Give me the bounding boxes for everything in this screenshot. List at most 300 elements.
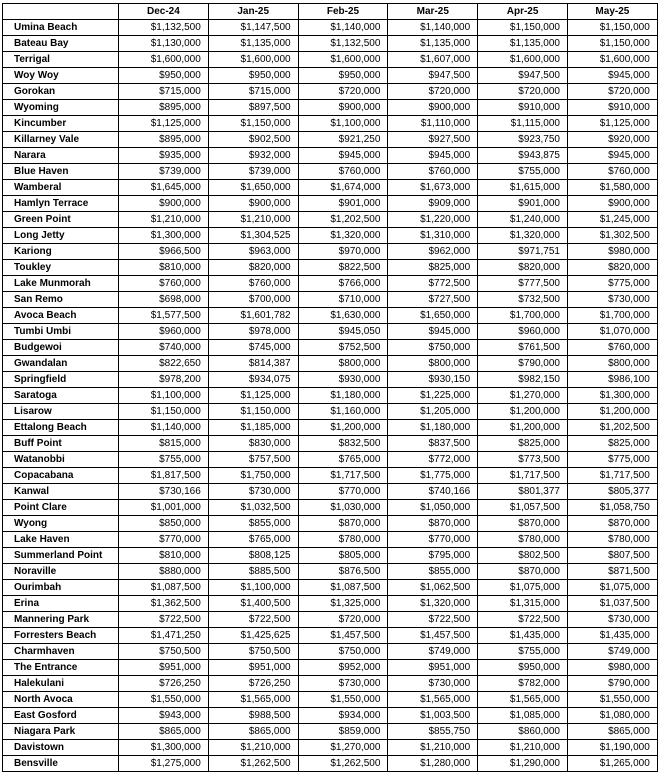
price-cell: $757,500	[208, 452, 298, 468]
price-cell: $1,185,000	[208, 420, 298, 436]
price-cell: $1,085,000	[478, 708, 568, 724]
price-cell: $1,565,000	[478, 692, 568, 708]
price-cell: $1,003,500	[388, 708, 478, 724]
suburb-name-cell: Killarney Vale	[3, 132, 119, 148]
price-cell: $923,750	[478, 132, 568, 148]
table-row	[3, 628, 658, 644]
table-row	[3, 228, 658, 244]
price-cell: $1,302,500	[567, 228, 657, 244]
price-cell: $870,000	[567, 516, 657, 532]
price-cell: $730,166	[119, 484, 209, 500]
price-cell: $1,140,000	[298, 20, 388, 36]
price-cell: $1,160,000	[298, 404, 388, 420]
table-row	[3, 180, 658, 196]
suburb-name-cell: Avoca Beach	[3, 308, 119, 324]
price-cell: $855,000	[388, 564, 478, 580]
price-cell: $960,000	[119, 324, 209, 340]
price-cell: $865,000	[567, 724, 657, 740]
price-cell: $1,210,000	[208, 740, 298, 756]
price-cell: $951,000	[388, 660, 478, 676]
table-row	[3, 660, 658, 676]
suburb-name-cell: Halekulani	[3, 676, 119, 692]
price-cell: $978,200	[119, 372, 209, 388]
table-row	[3, 484, 658, 500]
price-cell: $773,500	[478, 452, 568, 468]
price-cell: $1,080,000	[567, 708, 657, 724]
table-row	[3, 20, 658, 36]
suburb-name-cell: Umina Beach	[3, 20, 119, 36]
table-row	[3, 100, 658, 116]
price-cell: $1,700,000	[478, 308, 568, 324]
price-cell: $1,135,000	[388, 36, 478, 52]
price-cell: $750,000	[388, 340, 478, 356]
price-cell: $710,000	[298, 292, 388, 308]
suburb-name-cell: Point Clare	[3, 500, 119, 516]
header-cell-suburb	[3, 4, 119, 20]
table-row	[3, 564, 658, 580]
price-cell: $865,000	[119, 724, 209, 740]
price-cell: $966,500	[119, 244, 209, 260]
price-cell: $1,600,000	[478, 52, 568, 68]
price-cell: $1,607,000	[388, 52, 478, 68]
header-cell-apr-25: Apr-25	[478, 4, 568, 20]
suburb-name-cell: Tumbi Umbi	[3, 324, 119, 340]
price-cell: $870,000	[388, 516, 478, 532]
price-cell: $945,000	[388, 148, 478, 164]
price-cell: $777,500	[478, 276, 568, 292]
price-cell: $814,387	[208, 356, 298, 372]
price-cell: $800,000	[567, 356, 657, 372]
price-cell: $900,000	[119, 196, 209, 212]
suburb-name-cell: Gorokan	[3, 84, 119, 100]
price-cell: $726,250	[208, 676, 298, 692]
price-cell: $930,150	[388, 372, 478, 388]
price-cell: $1,717,500	[567, 468, 657, 484]
price-cell: $1,600,000	[567, 52, 657, 68]
price-cell: $1,050,000	[388, 500, 478, 516]
table-row	[3, 276, 658, 292]
price-cell: $749,000	[567, 644, 657, 660]
price-cell: $825,000	[478, 436, 568, 452]
price-cell: $1,132,500	[119, 20, 209, 36]
price-cell: $947,500	[478, 68, 568, 84]
price-cell: $775,000	[567, 452, 657, 468]
price-cell: $921,250	[298, 132, 388, 148]
suburb-name-cell: Charmhaven	[3, 644, 119, 660]
price-cell: $945,000	[298, 148, 388, 164]
price-cell: $822,650	[119, 356, 209, 372]
price-cell: $1,032,500	[208, 500, 298, 516]
price-cell: $825,000	[388, 260, 478, 276]
price-cell: $986,100	[567, 372, 657, 388]
price-cell: $1,265,000	[567, 756, 657, 772]
price-cell: $952,000	[298, 660, 388, 676]
price-cell: $1,600,000	[208, 52, 298, 68]
price-cell: $739,000	[119, 164, 209, 180]
price-cell: $920,000	[567, 132, 657, 148]
price-cell: $1,100,000	[298, 116, 388, 132]
price-cell: $930,000	[298, 372, 388, 388]
suburb-name-cell: Kariong	[3, 244, 119, 260]
header-cell-feb-25: Feb-25	[298, 4, 388, 20]
price-cell: $761,500	[478, 340, 568, 356]
price-cell: $950,000	[298, 68, 388, 84]
table-row	[3, 740, 658, 756]
price-cell: $720,000	[298, 84, 388, 100]
suburb-name-cell: Lake Haven	[3, 532, 119, 548]
suburb-name-cell: Copacabana	[3, 468, 119, 484]
table-row	[3, 468, 658, 484]
price-cell: $1,150,000	[567, 20, 657, 36]
price-cell: $927,500	[388, 132, 478, 148]
price-cell: $1,125,000	[567, 116, 657, 132]
header-cell-mar-25: Mar-25	[388, 4, 478, 20]
price-cell: $1,700,000	[567, 308, 657, 324]
price-cell: $790,000	[478, 356, 568, 372]
price-cell: $745,000	[208, 340, 298, 356]
table-row	[3, 436, 658, 452]
price-cell: $800,000	[298, 356, 388, 372]
table-row	[3, 724, 658, 740]
price-cell: $810,000	[119, 260, 209, 276]
price-cell: $900,000	[298, 100, 388, 116]
price-cell: $1,125,000	[119, 116, 209, 132]
price-cell: $825,000	[567, 436, 657, 452]
price-cell: $880,000	[119, 564, 209, 580]
table-row	[3, 340, 658, 356]
price-cell: $1,190,000	[567, 740, 657, 756]
price-cell: $945,000	[388, 324, 478, 340]
price-cell: $780,000	[298, 532, 388, 548]
price-cell: $1,362,500	[119, 596, 209, 612]
price-cell: $805,377	[567, 484, 657, 500]
price-cell: $945,000	[567, 68, 657, 84]
price-cell: $1,150,000	[208, 116, 298, 132]
price-cell: $720,000	[478, 84, 568, 100]
price-cell: $1,125,000	[208, 388, 298, 404]
price-cell: $988,500	[208, 708, 298, 724]
price-cell: $943,875	[478, 148, 568, 164]
price-cell: $722,500	[478, 612, 568, 628]
table-row	[3, 132, 658, 148]
price-cell: $1,062,500	[388, 580, 478, 596]
price-cell: $782,000	[478, 676, 568, 692]
price-cell: $980,000	[567, 660, 657, 676]
table-row	[3, 452, 658, 468]
suburb-name-cell: Lake Munmorah	[3, 276, 119, 292]
price-cell: $1,075,000	[567, 580, 657, 596]
price-cell: $855,000	[208, 516, 298, 532]
price-cell: $830,000	[208, 436, 298, 452]
price-cell: $1,550,000	[119, 692, 209, 708]
price-cell: $1,550,000	[298, 692, 388, 708]
header-cell-jan-25: Jan-25	[208, 4, 298, 20]
price-cell: $1,057,500	[478, 500, 568, 516]
suburb-name-cell: Ettalong Beach	[3, 420, 119, 436]
price-cell: $1,262,500	[298, 756, 388, 772]
table-row	[3, 68, 658, 84]
suburb-name-cell: Narara	[3, 148, 119, 164]
price-cell: $1,645,000	[119, 180, 209, 196]
header-cell-may-25: May-25	[567, 4, 657, 20]
price-cell: $900,000	[208, 196, 298, 212]
price-cell: $963,000	[208, 244, 298, 260]
price-cell: $934,075	[208, 372, 298, 388]
price-cell: $720,000	[298, 612, 388, 628]
price-cell: $945,050	[298, 324, 388, 340]
price-cell: $895,000	[119, 100, 209, 116]
price-cell: $730,000	[388, 676, 478, 692]
price-cell: $832,500	[298, 436, 388, 452]
suburb-name-cell: Watanobbi	[3, 452, 119, 468]
price-cell: $750,500	[208, 644, 298, 660]
price-cell: $1,775,000	[388, 468, 478, 484]
price-cell: $760,000	[388, 164, 478, 180]
price-cell: $1,270,000	[478, 388, 568, 404]
price-cell: $795,000	[388, 548, 478, 564]
price-cell: $1,075,000	[478, 580, 568, 596]
price-cell: $720,000	[567, 84, 657, 100]
suburb-name-cell: Green Point	[3, 212, 119, 228]
price-cell: $801,377	[478, 484, 568, 500]
price-cell: $1,601,782	[208, 308, 298, 324]
suburb-name-cell: Wyong	[3, 516, 119, 532]
price-cell: $1,550,000	[567, 692, 657, 708]
price-cell: $901,000	[478, 196, 568, 212]
price-cell: $1,150,000	[119, 404, 209, 420]
suburb-name-cell: Summerland Point	[3, 548, 119, 564]
price-cell: $730,000	[567, 292, 657, 308]
price-cell: $1,180,000	[298, 388, 388, 404]
table-row	[3, 692, 658, 708]
price-cell: $1,130,000	[119, 36, 209, 52]
table-row	[3, 148, 658, 164]
price-cell: $978,000	[208, 324, 298, 340]
price-cell: $1,087,500	[119, 580, 209, 596]
price-cell: $1,315,000	[478, 596, 568, 612]
price-cell: $772,500	[388, 276, 478, 292]
price-cell: $820,000	[208, 260, 298, 276]
suburb-name-cell: North Avoca	[3, 692, 119, 708]
price-cell: $805,000	[298, 548, 388, 564]
price-cell: $1,132,500	[298, 36, 388, 52]
suburb-name-cell: Springfield	[3, 372, 119, 388]
table-row	[3, 196, 658, 212]
suburb-name-cell: Forresters Beach	[3, 628, 119, 644]
price-cell: $810,000	[119, 548, 209, 564]
price-cell: $1,140,000	[119, 420, 209, 436]
price-cell: $1,320,000	[388, 596, 478, 612]
price-cell: $1,270,000	[298, 740, 388, 756]
price-cell: $1,001,000	[119, 500, 209, 516]
suburb-name-cell: Terrigal	[3, 52, 119, 68]
table-row	[3, 260, 658, 276]
price-cell: $909,000	[388, 196, 478, 212]
price-cell: $1,325,000	[298, 596, 388, 612]
price-cell: $900,000	[388, 100, 478, 116]
table-row	[3, 292, 658, 308]
price-cell: $1,030,000	[298, 500, 388, 516]
price-cell: $885,500	[208, 564, 298, 580]
price-cell: $951,000	[208, 660, 298, 676]
price-cell: $1,150,000	[208, 404, 298, 420]
price-cell: $902,500	[208, 132, 298, 148]
price-cell: $760,000	[119, 276, 209, 292]
table-row	[3, 164, 658, 180]
price-cell: $982,150	[478, 372, 568, 388]
price-cell: $1,110,000	[388, 116, 478, 132]
table-row	[3, 388, 658, 404]
price-cell: $1,210,000	[119, 212, 209, 228]
price-cell: $951,000	[119, 660, 209, 676]
table-row	[3, 244, 658, 260]
price-cell: $1,300,000	[119, 228, 209, 244]
price-cell: $820,000	[567, 260, 657, 276]
table-row	[3, 116, 658, 132]
price-cell: $1,674,000	[298, 180, 388, 196]
price-cell: $750,500	[119, 644, 209, 660]
price-cell: $1,240,000	[478, 212, 568, 228]
price-cell: $780,000	[478, 532, 568, 548]
table-row	[3, 516, 658, 532]
price-cell: $1,300,000	[119, 740, 209, 756]
price-cell: $1,200,000	[567, 404, 657, 420]
price-cell: $950,000	[119, 68, 209, 84]
suburb-name-cell: Kanwal	[3, 484, 119, 500]
price-cell: $1,070,000	[567, 324, 657, 340]
price-cell: $980,000	[567, 244, 657, 260]
price-cell: $1,577,500	[119, 308, 209, 324]
price-cell: $715,000	[119, 84, 209, 100]
price-cell: $726,250	[119, 676, 209, 692]
price-cell: $1,300,000	[567, 388, 657, 404]
price-cell: $1,225,000	[388, 388, 478, 404]
price-cell: $730,000	[298, 676, 388, 692]
table-row	[3, 644, 658, 660]
price-cell: $1,320,000	[298, 228, 388, 244]
price-cell: $871,500	[567, 564, 657, 580]
price-cell: $790,000	[567, 676, 657, 692]
price-cell: $850,000	[119, 516, 209, 532]
price-cell: $1,400,500	[208, 596, 298, 612]
price-cell: $1,717,500	[478, 468, 568, 484]
table-row	[3, 52, 658, 68]
price-cell: $1,210,000	[208, 212, 298, 228]
price-cell: $740,000	[119, 340, 209, 356]
price-cell: $760,000	[298, 164, 388, 180]
price-cell: $1,135,000	[208, 36, 298, 52]
table-row	[3, 212, 658, 228]
price-cell: $950,000	[208, 68, 298, 84]
price-cell: $1,037,500	[567, 596, 657, 612]
table-row	[3, 356, 658, 372]
suburb-name-cell: Long Jetty	[3, 228, 119, 244]
table-row	[3, 36, 658, 52]
price-cell: $780,000	[567, 532, 657, 548]
price-cell: $715,000	[208, 84, 298, 100]
table-row	[3, 580, 658, 596]
price-cell: $1,471,250	[119, 628, 209, 644]
table-row	[3, 420, 658, 436]
suburb-name-cell: Erina	[3, 596, 119, 612]
price-cell: $1,650,000	[388, 308, 478, 324]
suburb-name-cell: Lisarow	[3, 404, 119, 420]
table-row	[3, 500, 658, 516]
price-cell: $1,310,000	[388, 228, 478, 244]
price-cell: $732,500	[478, 292, 568, 308]
table-body	[3, 20, 658, 772]
price-cell: $749,000	[388, 644, 478, 660]
price-cell: $945,000	[567, 148, 657, 164]
price-cell: $876,500	[298, 564, 388, 580]
table-row	[3, 548, 658, 564]
suburb-name-cell: Saratoga	[3, 388, 119, 404]
suburb-name-cell: San Remo	[3, 292, 119, 308]
price-cell: $947,500	[388, 68, 478, 84]
suburb-name-cell: The Entrance	[3, 660, 119, 676]
price-cell: $1,150,000	[567, 36, 657, 52]
price-cell: $1,210,000	[388, 740, 478, 756]
price-cell: $1,457,500	[388, 628, 478, 644]
price-cell: $750,000	[298, 644, 388, 660]
price-cell: $730,000	[208, 484, 298, 500]
table-row	[3, 612, 658, 628]
price-cell: $807,500	[567, 548, 657, 564]
price-cell: $855,750	[388, 724, 478, 740]
price-cell: $1,202,500	[567, 420, 657, 436]
price-cell: $860,000	[478, 724, 568, 740]
price-cell: $739,000	[208, 164, 298, 180]
price-cell: $1,180,000	[388, 420, 478, 436]
price-cell: $1,320,000	[478, 228, 568, 244]
price-cell: $1,435,000	[478, 628, 568, 644]
suburb-name-cell: Kincumber	[3, 116, 119, 132]
price-cell: $815,000	[119, 436, 209, 452]
price-cell: $755,000	[478, 644, 568, 660]
suburb-name-cell: Davistown	[3, 740, 119, 756]
price-cell: $1,750,000	[208, 468, 298, 484]
price-cell: $770,000	[388, 532, 478, 548]
price-cell: $808,125	[208, 548, 298, 564]
suburb-name-cell: Noraville	[3, 564, 119, 580]
price-cell: $1,205,000	[388, 404, 478, 420]
price-cell: $1,140,000	[388, 20, 478, 36]
price-cell: $1,817,500	[119, 468, 209, 484]
price-cell: $752,500	[298, 340, 388, 356]
suburb-name-cell: Blue Haven	[3, 164, 119, 180]
price-cell: $760,000	[567, 164, 657, 180]
price-cell: $722,500	[208, 612, 298, 628]
price-cell: $740,166	[388, 484, 478, 500]
header-cell-dec-24: Dec-24	[119, 4, 209, 20]
price-cell: $962,000	[388, 244, 478, 260]
suburb-name-cell: Bensville	[3, 756, 119, 772]
price-cell: $765,000	[298, 452, 388, 468]
price-cell: $775,000	[567, 276, 657, 292]
price-cell: $755,000	[478, 164, 568, 180]
price-cell: $1,673,000	[388, 180, 478, 196]
price-cell: $1,087,500	[298, 580, 388, 596]
price-cell: $900,000	[567, 196, 657, 212]
price-cell: $1,565,000	[388, 692, 478, 708]
suburb-name-cell: Toukley	[3, 260, 119, 276]
price-cell: $698,000	[119, 292, 209, 308]
price-cell: $802,500	[478, 548, 568, 564]
price-cell: $935,000	[119, 148, 209, 164]
table-row	[3, 756, 658, 772]
price-cell: $1,580,000	[567, 180, 657, 196]
price-cell: $1,290,000	[478, 756, 568, 772]
